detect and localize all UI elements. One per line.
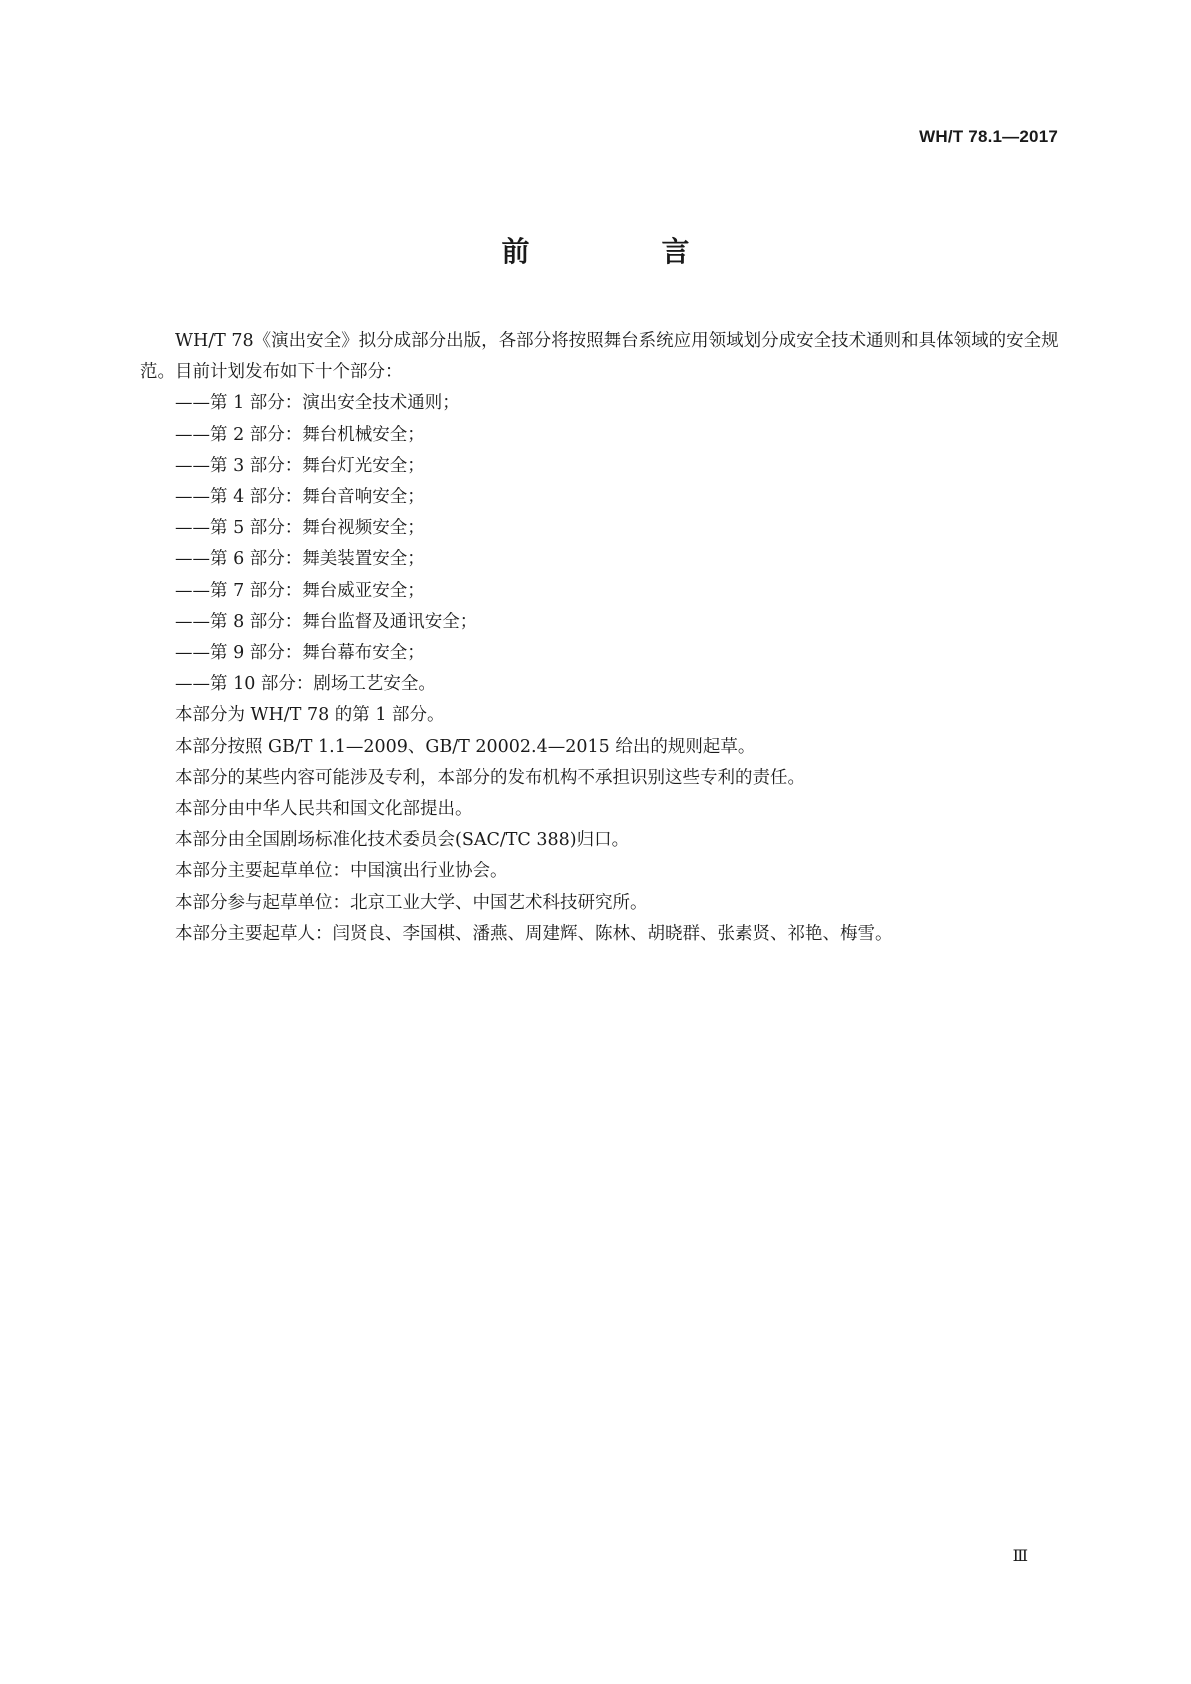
page-title: 前 言: [501, 235, 742, 268]
list-item: ——第 10 部分：剧场工艺安全。: [175, 674, 436, 695]
paragraph: 本部分为 WH/T 78 的第 1 部分。: [175, 705, 445, 726]
paragraph: 本部分由全国剧场标准化技术委员会(SAC/TC 388)归口。: [175, 830, 630, 851]
list-item: ——第 6 部分：舞美装置安全；: [175, 549, 425, 570]
list-item: ——第 8 部分：舞台监督及通讯安全；: [175, 611, 478, 632]
standard-code: WH/T 78.1—2017: [919, 127, 1058, 146]
document-body: [140, 326, 1060, 950]
paragraph: 本部分按照 GB/T 1.1—2009、GB/T 20002.4—2015 给出的规则起草。: [175, 736, 756, 757]
intro-paragraph: WH/T 78《演出安全》拟分成部分出版，各部分将按照舞台系统应用领域划分成安全技术通则和具体领域的安全规范。目前计划发布如下十个部分：: [140, 331, 1059, 383]
paragraph: 本部分主要起草人：闫贤良、李国棋、潘燕、周建辉、陈林、胡晓群、张素贤、祁艳、梅雪。: [175, 923, 893, 944]
paragraph: 本部分参与起草单位：北京工业大学、中国艺术科技研究所。: [175, 892, 648, 913]
page-number: Ⅲ: [1012, 1546, 1028, 1565]
list-item: ——第 7 部分：舞台威亚安全；: [175, 580, 425, 601]
parts-list: [140, 388, 1060, 700]
list-item: ——第 5 部分：舞台视频安全；: [175, 518, 425, 539]
list-item: ——第 1 部分：演出安全技术通则；: [175, 393, 460, 414]
list-item: ——第 9 部分：舞台幕布安全；: [175, 643, 425, 664]
list-item: ——第 2 部分：舞台机械安全；: [175, 424, 425, 445]
paragraph: 本部分主要起草单位：中国演出行业协会。: [175, 861, 508, 882]
list-item: ——第 4 部分：舞台音响安全；: [175, 487, 425, 508]
paragraph: 本部分的某些内容可能涉及专利，本部分的发布机构不承担识别这些专利的责任。: [175, 767, 805, 788]
list-item: ——第 3 部分：舞台灯光安全；: [175, 455, 425, 476]
paragraph: 本部分由中华人民共和国文化部提出。: [175, 799, 473, 820]
